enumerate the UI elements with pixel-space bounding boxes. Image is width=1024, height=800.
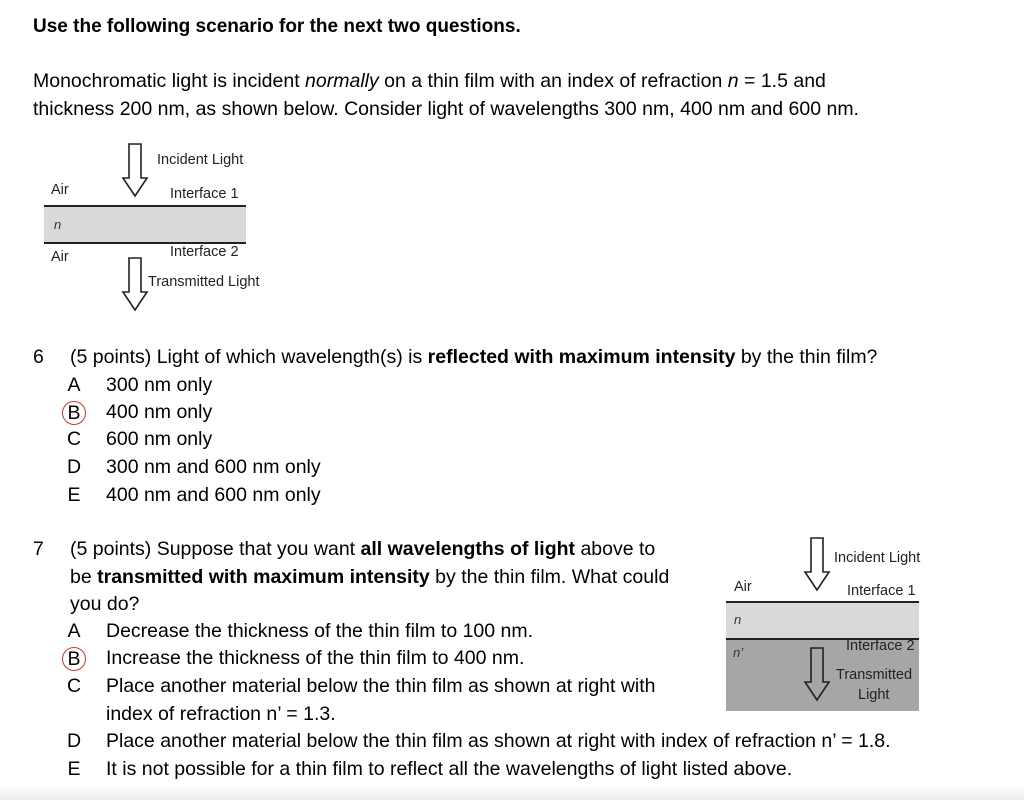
q7-option-b-letter-selected[interactable]: B — [62, 647, 86, 671]
q7-option-c-text-continued: index of refraction n’ = 1.3. — [106, 703, 336, 725]
index-symbol: n — [727, 70, 739, 92]
question-7-prompt-line-2 — [70, 566, 669, 589]
incident-light-label: Incident Light — [157, 152, 244, 168]
q7-option-a-text: Decrease the thickness of the thin film to 100 nm. — [106, 620, 534, 642]
air-bottom-label: Air — [51, 249, 69, 265]
q6-option-c-letter[interactable]: C — [66, 428, 82, 450]
question-7-number: 7 — [33, 538, 44, 560]
question-emphasis: reflected with maximum intensity — [427, 346, 736, 368]
q6-option-b-text: 400 nm only — [106, 401, 213, 423]
transmitted-light-label: Transmitted Light — [148, 274, 260, 290]
question-6-prompt — [70, 346, 877, 369]
interface-1-label: Interface 1 — [170, 186, 239, 202]
section-heading: Use the following scenario for the next two questions. — [33, 16, 521, 37]
scenario-line-1 — [33, 70, 826, 93]
interface-2-label: Interface 2 — [846, 638, 915, 654]
transmitted-label-line-2: Light — [858, 687, 890, 703]
interface-1-label: Interface 1 — [847, 583, 916, 599]
q6-option-c-text: 600 nm only — [106, 428, 213, 450]
q6-option-e-text: 400 nm and 600 nm only — [106, 484, 321, 506]
air-top-label: Air — [734, 579, 752, 595]
incident-light-label: Incident Light — [834, 550, 921, 566]
question-7-prompt-line-3: you do? — [70, 593, 140, 615]
thin-film-band — [726, 602, 919, 639]
scenario-line-2: thickness 200 nm, as shown below. Consider light of wavelengths 300 nm, 400 nm and 600 nm. — [33, 98, 859, 120]
scenario-text: on a thin film with an index of refraction — [378, 70, 728, 92]
scenario-text: = 1.5 and — [738, 70, 826, 92]
question-text: (5 points) Suppose that you want — [70, 538, 361, 560]
question-text: by the thin film? — [735, 346, 878, 368]
q7-option-a-letter[interactable]: A — [67, 620, 81, 642]
question-text: be — [70, 566, 98, 588]
air-top-label: Air — [51, 182, 69, 198]
question-emphasis: transmitted with maximum intensity — [97, 566, 430, 588]
substrate-index-label: n’ — [733, 645, 744, 660]
q6-option-a-text: 300 nm only — [106, 374, 213, 396]
thin-film-band — [44, 206, 246, 243]
question-text: by the thin film. What could — [429, 566, 670, 588]
question-text: above to — [575, 538, 656, 560]
q7-option-d-text: Place another material below the thin film as shown at right with index of refraction n’ = 1.8. — [106, 730, 891, 752]
q6-option-b-letter-selected[interactable]: B — [62, 401, 86, 425]
q7-option-b-text: Increase the thickness of the thin film to 400 nm. — [106, 647, 525, 669]
transmitted-arrow-icon — [802, 646, 832, 706]
q6-option-a-letter[interactable]: A — [67, 374, 81, 396]
question-text: (5 points) Light of which wavelength(s) is — [70, 346, 428, 368]
question-6-number: 6 — [33, 346, 44, 368]
transmitted-arrow-icon — [120, 256, 150, 316]
incident-arrow-icon — [120, 142, 150, 202]
q6-option-e-letter[interactable]: E — [67, 484, 81, 506]
q6-option-d-text: 300 nm and 600 nm only — [106, 456, 321, 478]
q7-option-c-text: Place another material below the thin film as shown at right with — [106, 675, 656, 697]
q7-option-c-letter[interactable]: C — [66, 675, 82, 697]
page-bottom-edge — [0, 786, 1024, 800]
scenario-text: Monochromatic light is incident — [33, 70, 306, 92]
q6-option-d-letter[interactable]: D — [66, 456, 82, 478]
scenario-emphasis: normally — [305, 70, 379, 92]
q7-option-d-letter[interactable]: D — [66, 730, 82, 752]
q7-option-e-letter[interactable]: E — [67, 758, 81, 780]
film-index-label: n — [54, 217, 62, 232]
q7-option-e-text: It is not possible for a thin film to reflect all the wavelengths of light listed above. — [106, 758, 793, 780]
question-7-prompt-line-1 — [70, 538, 655, 561]
incident-arrow-icon — [802, 536, 832, 596]
interface-2-label: Interface 2 — [170, 244, 239, 260]
interface-1-line — [726, 601, 919, 603]
film-index-label: n — [734, 612, 742, 627]
transmitted-label-line-1: Transmitted — [836, 667, 913, 683]
question-emphasis: all wavelengths of light — [360, 538, 576, 560]
interface-1-line — [44, 205, 246, 207]
